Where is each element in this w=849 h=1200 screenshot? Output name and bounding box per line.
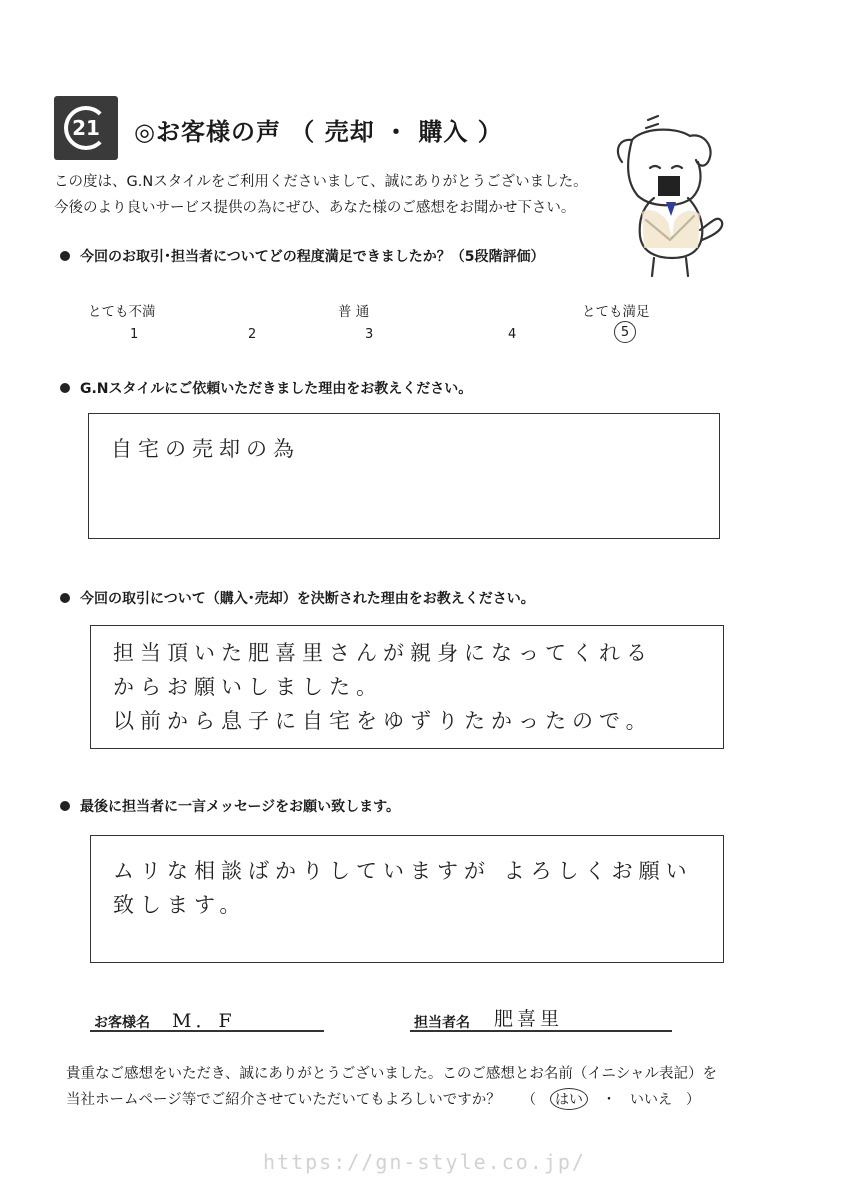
intro-line-1: この度は、G.Nスタイルをご利用くださいまして、誠にありがとうございました。 — [54, 174, 588, 190]
question-4 — [60, 796, 400, 816]
answer-box-2[interactable] — [88, 413, 720, 539]
consent-line-2: 当社ホームページ等でご紹介させていただいてもよろしいですか？ — [66, 1092, 501, 1108]
scale-label-low: とても不満 — [88, 304, 156, 320]
bullet-icon — [60, 383, 70, 393]
answer-2-text: 自宅の売却の為 — [111, 437, 300, 461]
question-1-text: 今回のお取引･担当者についてどの程度満足できましたか？（5段階評価） — [80, 249, 545, 265]
customer-name-label: お客様名 — [94, 1015, 150, 1031]
staff-name-label: 担当者名 — [414, 1015, 470, 1031]
scale-option-1[interactable]: 1 — [130, 327, 139, 342]
bullet-icon — [60, 593, 70, 603]
staff-name-value: 肥喜里 — [494, 1008, 564, 1030]
intro-line-2: 今後のより良いサービス提供の為にぜひ、あなた様のご感想をお聞かせ下さい。 — [54, 200, 576, 216]
paren-open: （ — [522, 1092, 536, 1108]
answer-box-3[interactable] — [90, 625, 724, 749]
consent-choice — [522, 1088, 700, 1110]
bullet-icon — [60, 251, 70, 261]
bullet-icon — [60, 801, 70, 811]
consent-line-1: 貴重なご感想をいただき、誠にありがとうございました。このご感想とお名前（イニシャル表記）を — [66, 1066, 718, 1082]
paren-close: ） — [686, 1092, 700, 1108]
question-1 — [60, 246, 544, 266]
question-2 — [60, 378, 472, 398]
scale-option-5-label: 5 — [620, 324, 630, 340]
scale-option-2[interactable]: 2 — [248, 327, 257, 342]
logo-text: 21 — [72, 116, 100, 140]
scale-label-mid: 普 通 — [338, 304, 370, 320]
answer-box-4[interactable] — [90, 835, 724, 963]
company-logo — [54, 96, 118, 160]
consent-no-option[interactable]: いいえ — [630, 1092, 672, 1108]
staff-name-line[interactable] — [410, 1030, 672, 1032]
consent-separator: ・ — [602, 1092, 616, 1108]
question-2-text: G.Nスタイルにご依頼いただきました理由をお教えください。 — [80, 381, 473, 397]
page-title: ◎お客様の声 （ 売却 ・ 購入 ） — [134, 118, 503, 146]
question-3-text: 今回の取引について（購入･売却）を決断された理由をお教えください。 — [80, 591, 535, 607]
scale-option-5-selected[interactable] — [614, 321, 636, 343]
question-4-text: 最後に担当者に一言メッセージをお願い致します。 — [80, 799, 401, 815]
answer-4-text: ムリな相談ばかりしていますが よろしくお願い 致します。 — [113, 859, 693, 917]
customer-name-value: M．F — [172, 1010, 236, 1032]
dog-mascot-illustration — [608, 112, 736, 278]
consent-yes-option-selected[interactable]: はい — [550, 1088, 588, 1110]
scale-option-3[interactable]: 3 — [365, 327, 374, 342]
answer-3-text: 担当頂いた肥喜里さんが親身になってくれる からお願いしました。 以前から息子に自宅をゆずりたかったので。 — [113, 641, 653, 733]
customer-name-line[interactable] — [90, 1030, 324, 1032]
website-watermark: https://gn-style.co.jp/ — [263, 1150, 586, 1174]
scale-option-4[interactable]: 4 — [508, 327, 517, 342]
scale-label-high: とても満足 — [582, 304, 650, 320]
question-3 — [60, 588, 535, 608]
